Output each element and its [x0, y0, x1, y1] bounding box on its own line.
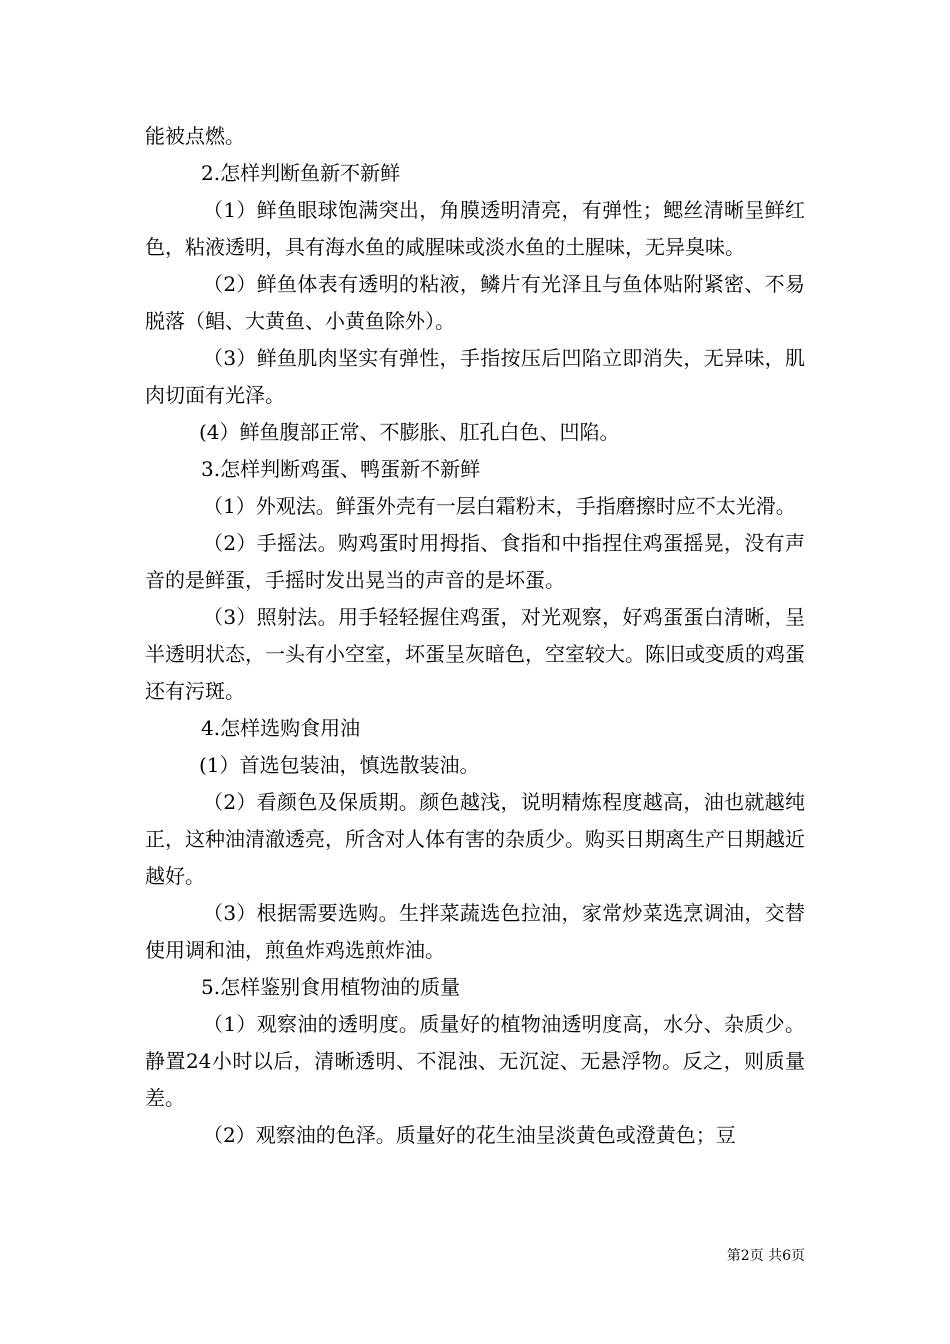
paragraph-eggs-2: （2）手摇法。购鸡蛋时用拇指、食指和中指捏住鸡蛋摇晃，没有声音的是鲜蛋，手摇时发出晃当的声音的是坏蛋。 [145, 531, 805, 592]
paragraph-eggs-3: （3）照射法。用手轻轻握住鸡蛋，对光观察，好鸡蛋蛋白清晰，呈半透明状态，一头有小空室，坏蛋呈灰暗色，空室较大。陈旧或变质的鸡蛋还有污斑。 [145, 605, 805, 703]
section-heading-oil-quality: 5.怎样鉴别食用植物油的质量 [201, 975, 461, 999]
paragraph-fish-2: （2）鲜鱼体表有透明的粘液，鳞片有光泽且与鱼体贴附紧密、不易脱落（鲳、大黄鱼、小黄鱼除外）。 [145, 272, 805, 333]
section-heading-oil: 4.怎样选购食用油 [201, 716, 361, 740]
paragraph-oil-2: （2）看颜色及保质期。颜色越浅，说明精炼程度越高，油也就越纯正，这种油清澈透亮，所含对人体有害的杂质少。购买日期离生产日期越近越好。 [145, 790, 805, 888]
section-heading-eggs: 3.怎样判断鸡蛋、鸭蛋新不新鲜 [201, 457, 481, 481]
paragraph-fish-3: （3）鲜鱼肌肉坚实有弹性，手指按压后凹陷立即消失，无异味，肌肉切面有光泽。 [145, 346, 805, 407]
paragraph-fish-1: （1）鲜鱼眼球饱满突出，角膜透明清亮，有弹性；鳃丝清晰呈鲜红色，粘液透明，具有海水鱼的咸腥味或淡水鱼的土腥味，无异臭味。 [145, 198, 805, 259]
section-heading-fish: 2.怎样判断鱼新不新鲜 [201, 161, 401, 185]
paragraph-eggs-1: （1）外观法。鲜蛋外壳有一层白霜粉末，手指磨擦时应不太光滑。 [203, 494, 796, 518]
paragraph-oil-quality-1: （1）观察油的透明度。质量好的植物油透明度高，水分、杂质少。静置24小时以后，清晰透明、不混浊、无沉淀、无悬浮物。反之，则质量差。 [145, 1012, 805, 1110]
document-body [145, 118, 805, 1154]
paragraph-oil-3: （3）根据需要选购。生拌菜蔬选色拉油，家常炒菜选烹调油，交替使用调和油，煎鱼炸鸡选煎炸油。 [145, 901, 805, 962]
page-number: 第2页 共6页 [726, 1248, 805, 1264]
paragraph-continuation: 能被点燃。 [145, 124, 245, 148]
paragraph-oil-1: (1）首选包装油，慎选散装油。 [199, 753, 480, 777]
paragraph-oil-quality-2: （2）观察油的色泽。质量好的花生油呈淡黄色或澄黄色；豆 [203, 1123, 736, 1147]
paragraph-fish-4: (4）鲜鱼腹部正常、不膨胀、肛孔白色、凹陷。 [199, 420, 620, 444]
